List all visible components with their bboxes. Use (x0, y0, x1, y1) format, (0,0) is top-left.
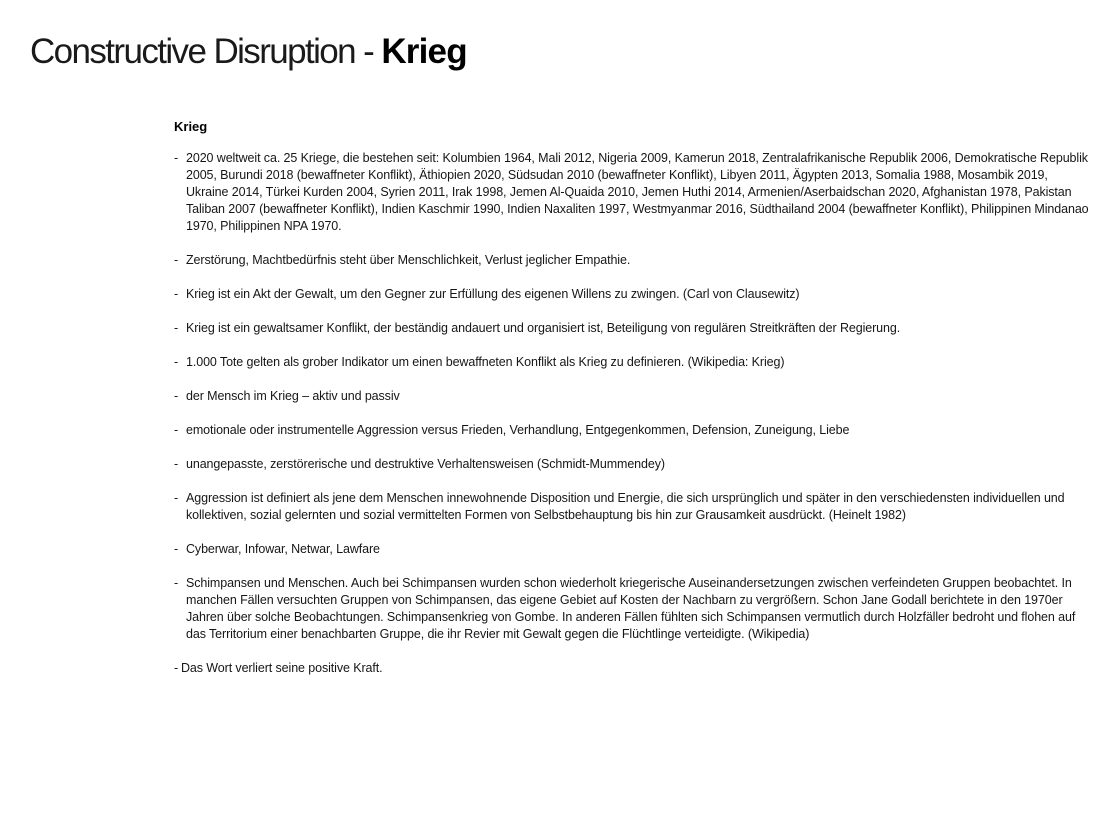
list-item (174, 388, 1090, 405)
list-item-text: 2020 weltweit ca. 25 Kriege, die bestehen seit: Kolumbien 1964, Mali 2012, Nigeria 2009, Kamerun 2018, Zentralafrikanische Republik 2006, Demokratische Republik 2005, Burundi 2018 (bewaffneter Konflikt), Äthiopien 2020, Südsudan 2010 (bewaffneter Konflikt), Libyen 2011, Ägypten 2013, Somalia 1988, Mosambik 2019, Ukraine 2014, Türkei Kurden 2004, Syrien 2011, Irak 1998, Jemen Al-Quaida 2010, Jemen Huthi 2014, Armenien/Aserbaidschan 2020, Afghanistan 1978, Pakistan Taliban 2007 (bewaffneter Konflikt), Indien Kaschmir 1990, Indien Naxaliten 1997, Westmyanmar 2016, Südthailand 2004 (bewaffneter Konflikt), Philippinen Mindanao 1970, Philippinen NPA 1970. (186, 151, 1089, 233)
list-item (174, 575, 1090, 643)
list-item (174, 541, 1090, 558)
bullet-dash: - (174, 355, 179, 369)
bullet-dash: - (174, 389, 179, 403)
bullet-dash: - (174, 661, 179, 675)
page-title-prefix: Constructive Disruption - (30, 32, 382, 71)
list-item-text: emotionale oder instrumentelle Aggression versus Frieden, Verhandlung, Entgegenkommen, Defension, Zuneigung, Liebe (186, 423, 850, 437)
list-item (174, 286, 1090, 303)
list-item (174, 660, 1090, 677)
list-item (174, 456, 1090, 473)
list-item-text: Schimpansen und Menschen. Auch bei Schimpansen wurden schon wiederholt kriegerische Auseinandersetzungen zwischen verfeindeten Gruppen beobachtet. In manchen Fällen versuchten Gruppen von Schimpansen, das eigene Gebiet auf Kosten der Nachbarn zu vergrößern. Schon Jane Godall berichtete in den 1970er Jahren über solche Beobachtungen. Schimpansenkrieg von Gombe. In anderen Fällen fühlten sich Schimpansen vermutlich durch Holzfäller bedroht und flohen auf das Territorium einer benachbarten Gruppe, die ihr Revier mit Gewalt gegen die Flüchtlinge verteidigte. (Wikipedia) (186, 576, 1076, 641)
bullet-dash: - (174, 287, 179, 301)
content-area (174, 118, 1090, 677)
bullet-dash: - (174, 253, 179, 267)
list-item (174, 320, 1090, 337)
bullet-dash: - (174, 457, 179, 471)
list-item-text: Zerstörung, Machtbedürfnis steht über Menschlichkeit, Verlust jeglicher Empathie. (186, 253, 631, 267)
bullet-dash: - (174, 576, 179, 590)
list-item (174, 490, 1090, 524)
bullet-dash: - (174, 321, 179, 335)
list-item-text: Aggression ist definiert als jene dem Menschen innewohnende Disposition und Energie, die sich ursprünglich und später in den verschiedensten individuellen und kollektiven, sozial gelernten und sozial vermittelten Formen von Selbstbehauptung bis hin zur Grausamkeit ausdrückt. (Heinelt 1982) (186, 491, 1065, 522)
bullet-list (174, 150, 1090, 677)
list-item (174, 150, 1090, 235)
list-item-text: unangepasste, zerstörerische und destruktive Verhaltensweisen (Schmidt-Mummendey) (186, 457, 665, 471)
bullet-dash: - (174, 151, 179, 165)
list-item (174, 422, 1090, 439)
page-title-emphasis: Krieg (381, 32, 467, 71)
bullet-dash: - (174, 542, 179, 556)
list-item-text: 1.000 Tote gelten als grober Indikator um einen bewaffneten Konflikt als Krieg zu definieren. (Wikipedia: Krieg) (186, 355, 785, 369)
list-item-text: der Mensch im Krieg – aktiv und passiv (186, 389, 400, 403)
page-title (30, 30, 467, 74)
list-item (174, 252, 1090, 269)
list-item-text: Cyberwar, Infowar, Netwar, Lawfare (186, 542, 380, 556)
bullet-dash: - (174, 491, 179, 505)
section-heading: Krieg (174, 119, 208, 134)
bullet-dash: - (174, 423, 179, 437)
list-item (174, 354, 1090, 371)
list-item-text: Das Wort verliert seine positive Kraft. (181, 661, 383, 675)
list-item-text: Krieg ist ein gewaltsamer Konflikt, der beständig andauert und organisiert ist, Beteiligung von regulären Streitkräften der Regierung. (186, 321, 901, 335)
list-item-text: Krieg ist ein Akt der Gewalt, um den Gegner zur Erfüllung des eigenen Willens zu zwingen. (Carl von Clausewitz) (186, 287, 800, 301)
